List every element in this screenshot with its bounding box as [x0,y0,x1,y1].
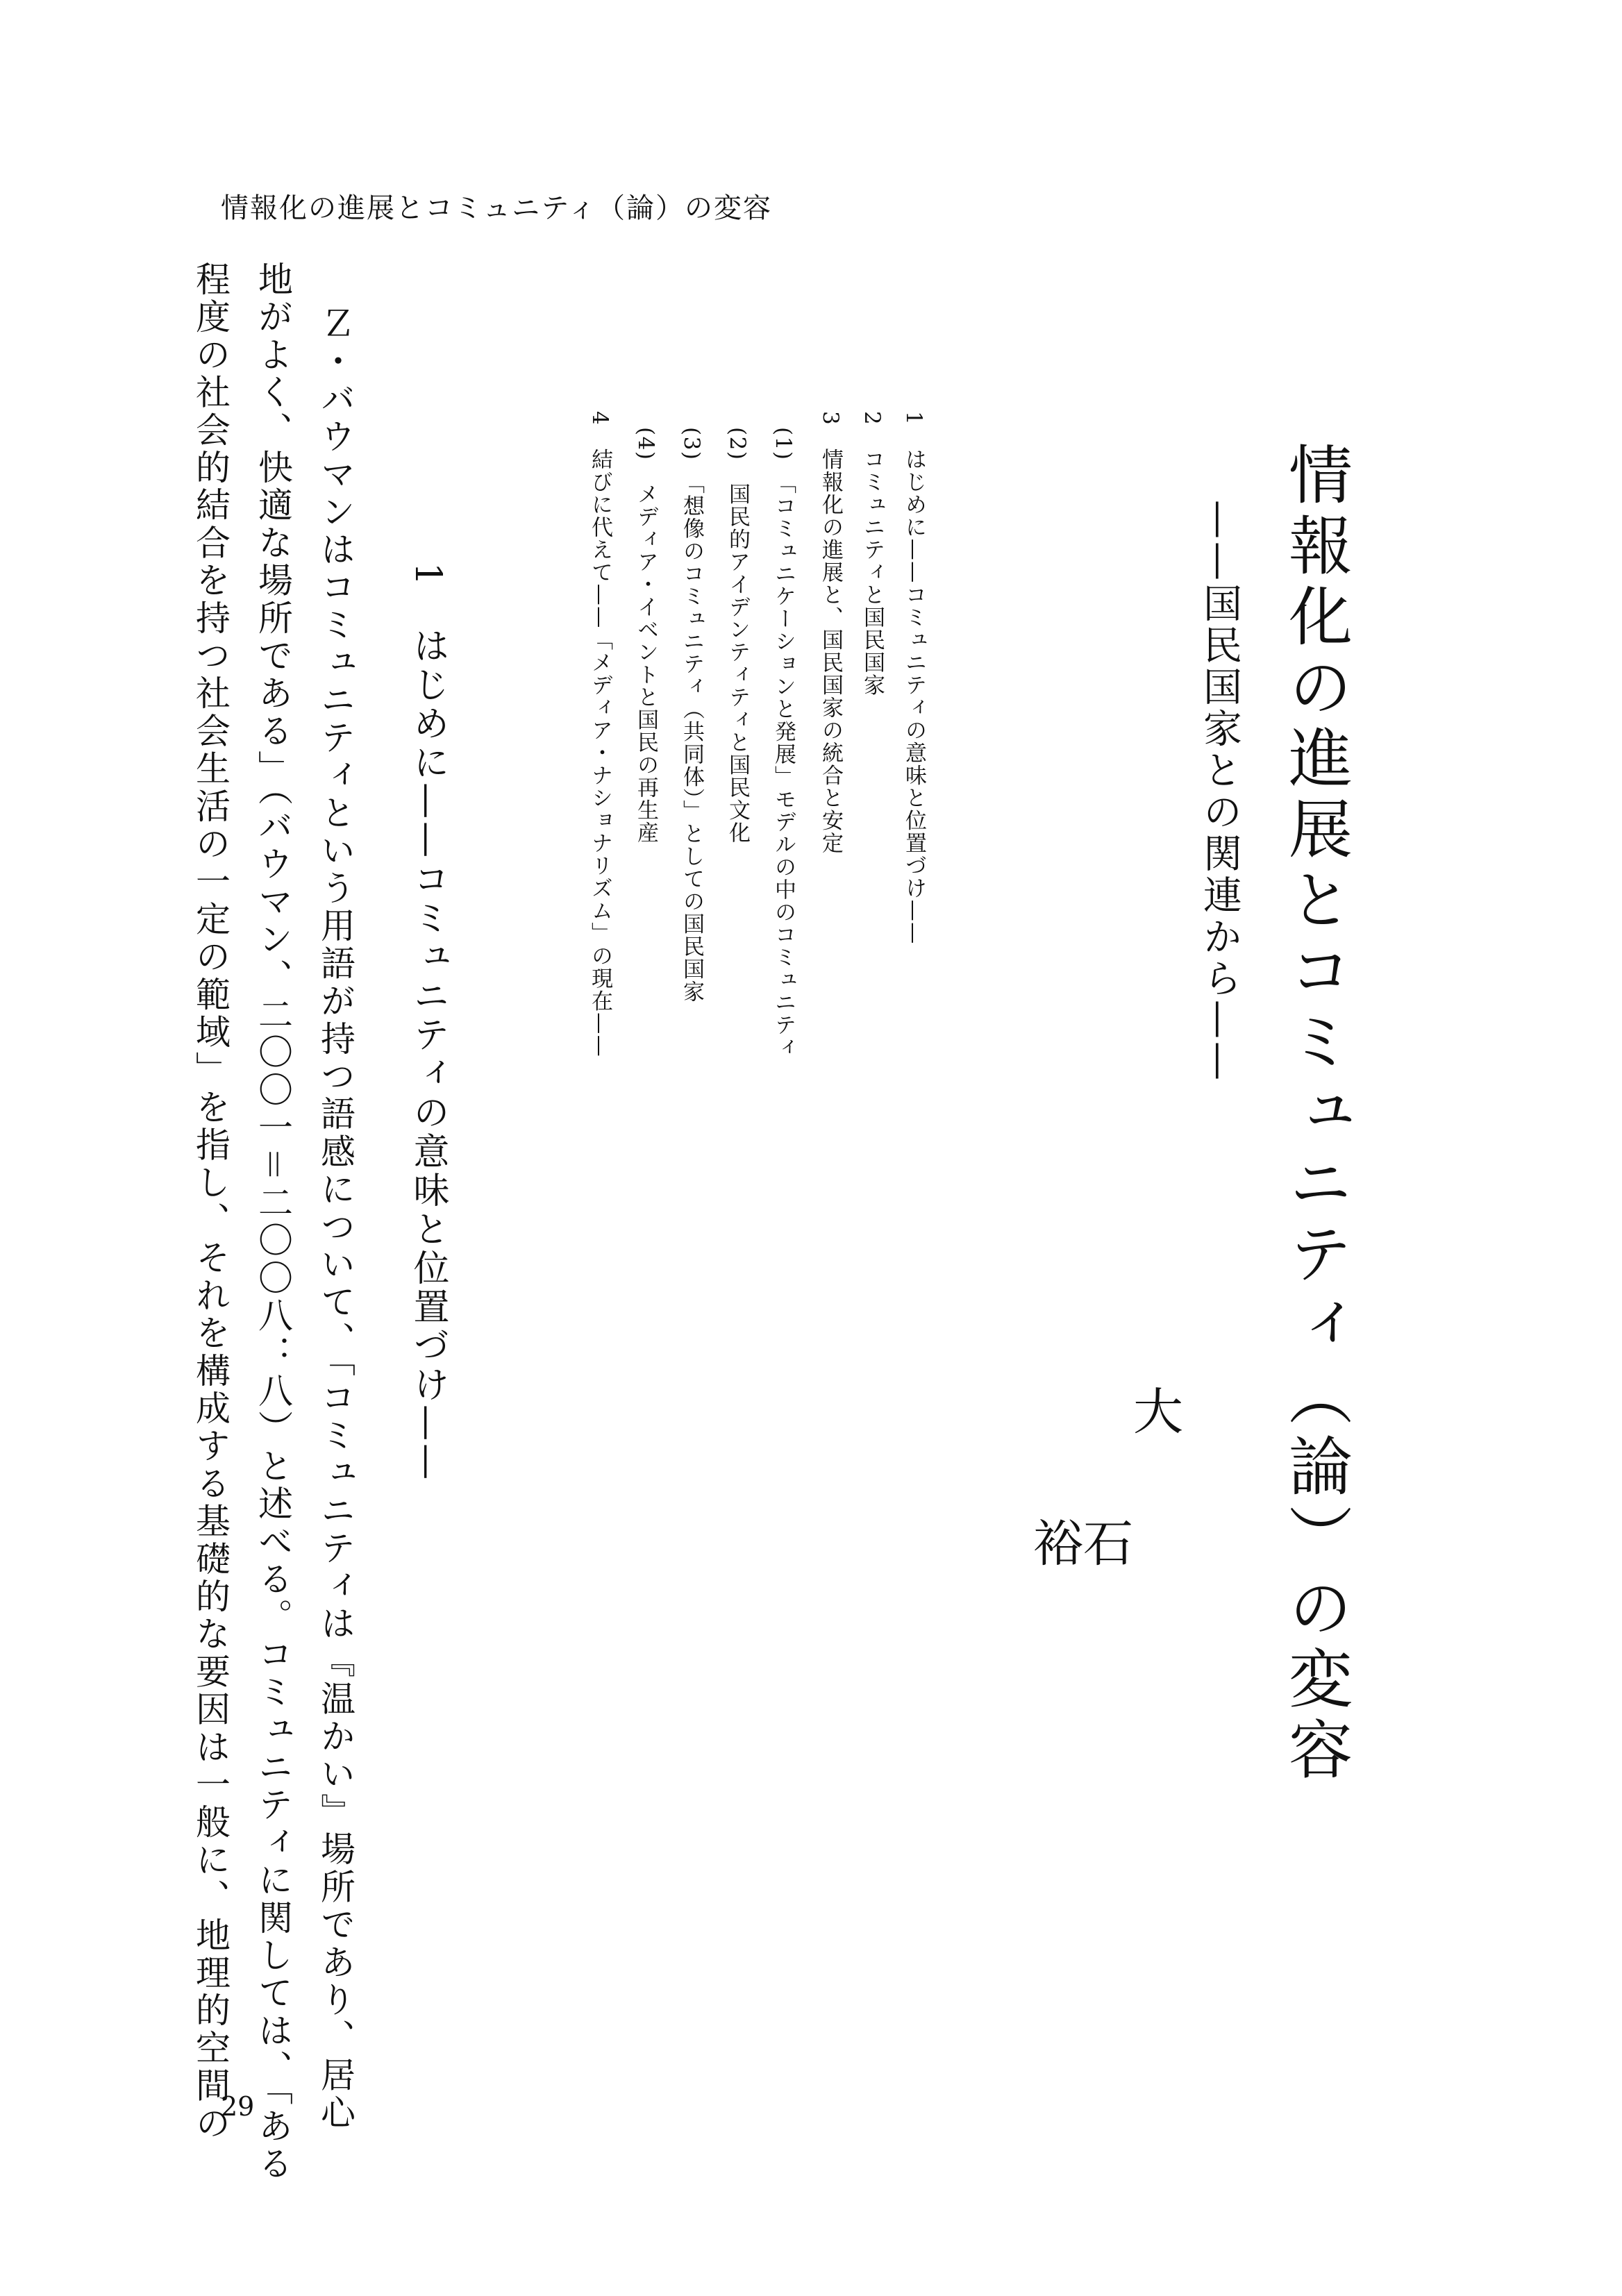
toc-item: 4 結びに代えて——「メディア・ナショナリズム」の現在—— [587,411,612,1058]
toc-item: (2) 国民的アイデンティティと国民文化 [725,427,750,844]
toc-item: (3) 「想像のコミュニティ（共同体）」としての国民国家 [679,427,704,1003]
author-char: 大 [1125,1385,1183,1435]
running-header: 情報化の進展とコミュニティ（論）の変容 [221,192,772,224]
toc-item: (1) 「コミュニケーションと発展」モデルの中のコミュニティ [771,427,796,1059]
body-text-column: Ｚ・バウマンはコミュニティという用語が持つ語感について、「コミュニティは『温かい』場所であり、居心 [315,305,356,2132]
author-name [1025,1385,1183,1567]
body-text-column: 地がよく、快適な場所である」（バウマン、二〇〇一＝二〇〇八：八）と述べる。コミュニティに関しては、「ある [253,261,293,2184]
author-char: 裕 [1025,1517,1083,1567]
body-text-column: 程度の社会的結合を持つ社会生活の一定の範域」を指し、それを構成する基礎的な要因は一般に、地理的空間の [190,261,231,2143]
toc-item: 1 はじめに——コミュニティの意味と位置づけ—— [901,411,926,945]
author-char: 石 [1075,1517,1133,1567]
article-title: 情報化の進展とコミュニティ（論）の変容 [1278,442,1353,1787]
section-heading: 1 はじめに——コミュニティの意味と位置づけ—— [407,562,449,1483]
article-subtitle: ——国民国家との関連から—— [1197,500,1242,1083]
page-number: 29 [221,2091,255,2122]
toc-item: 2 コミュニティと国民国家 [860,411,885,697]
toc-item: (4) メディア・イベントと国民の再生産 [633,427,658,844]
toc-item: 3 情報化の進展と、国民国家の統合と安定 [818,411,843,855]
